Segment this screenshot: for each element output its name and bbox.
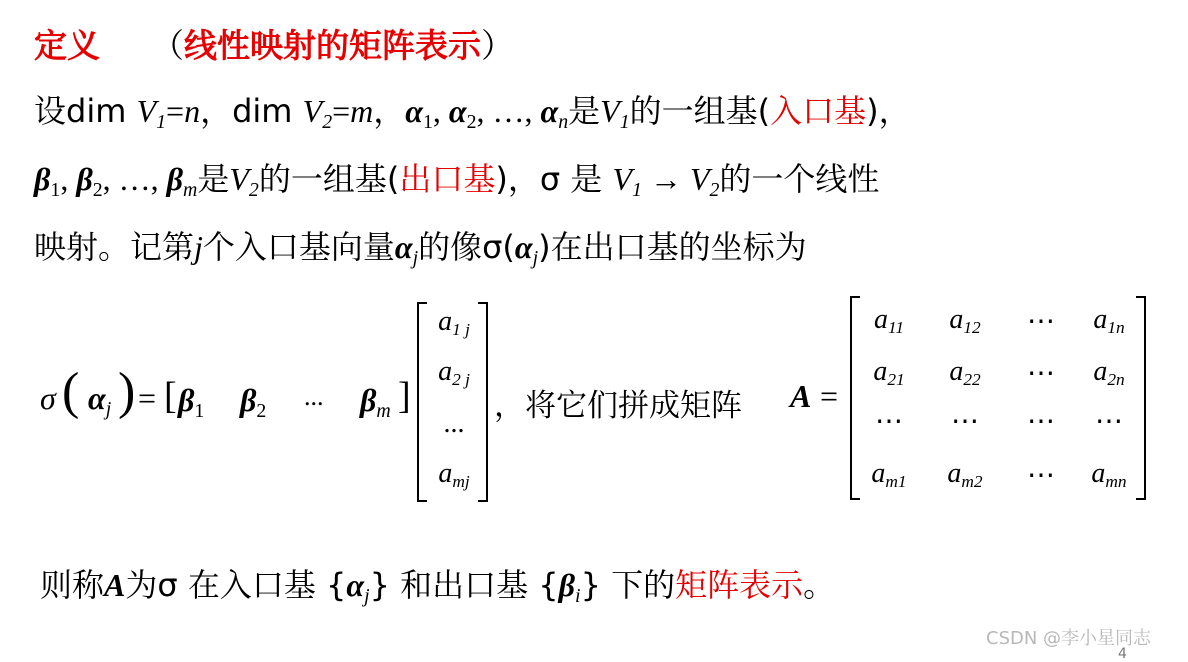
- col-entry: $a_{2 j}$: [438, 356, 470, 390]
- left-paren: (: [62, 363, 80, 420]
- col-entry: $a_{1 j}$: [438, 306, 470, 340]
- title-paren-close: ）: [481, 26, 514, 65]
- title-paren-open: （: [151, 26, 184, 65]
- math-beta-1: $\beta_1$: [178, 382, 205, 422]
- text-span: 的像σ(: [418, 228, 515, 266]
- arrow-symbol: →: [641, 161, 690, 197]
- paragraph-line-1: [34, 86, 911, 132]
- text-span: )，σ 是: [495, 160, 613, 198]
- middle-text: ，将它们拼成矩阵: [494, 388, 742, 424]
- math-V2: $V_2$: [229, 161, 259, 201]
- text-span: =: [166, 93, 185, 129]
- math-j: j: [194, 229, 203, 265]
- matrix-entry: $a_{mn}$: [1091, 458, 1127, 492]
- matrix-entry: $a_{1n}$: [1093, 304, 1125, 338]
- text-span: ，dim: [200, 92, 303, 130]
- math-A: A: [790, 378, 812, 414]
- matrix-entry: $a_{12}$: [949, 304, 981, 338]
- math-alpha-j: $\alpha_j$: [346, 567, 370, 607]
- page-number: 4: [1118, 646, 1127, 662]
- row-bracket-close: ]: [398, 375, 411, 417]
- text-span: )在出口基的坐标为: [538, 228, 807, 266]
- equals-sign: =: [138, 380, 157, 416]
- right-paren: ): [118, 363, 136, 420]
- entry-basis-highlight: 入口基: [770, 92, 867, 130]
- text-span: 的一个线性: [719, 160, 880, 198]
- paragraph-line-2: [34, 154, 879, 200]
- math-n: n: [184, 93, 201, 129]
- math-alpha-list: $\alpha_1$, $\alpha_2$, …, $\alpha_n$: [405, 93, 569, 133]
- text-span: 的一组基(: [629, 92, 771, 130]
- section-title: [34, 20, 514, 67]
- definition-label: 定义: [34, 26, 100, 65]
- text-span: } 和出口基 {: [369, 566, 559, 604]
- ellipsis: ...: [304, 382, 324, 411]
- matrix-entry: ⋯: [951, 406, 979, 437]
- math-A: A: [104, 567, 126, 603]
- row-bracket-open: [: [164, 375, 177, 417]
- matrix-entry: $a_{2n}$: [1093, 356, 1125, 390]
- text-span: =: [332, 93, 351, 129]
- matrix-entry: ⋯: [1095, 406, 1123, 437]
- matrix-bracket-right: [1136, 296, 1146, 500]
- math-beta-i: $\beta_i$: [558, 567, 581, 607]
- math-alpha-j: $\alpha_j$: [514, 229, 539, 269]
- matrix-entry: $a_{m1}$: [871, 458, 907, 492]
- math-beta-list: $\beta_1$, $\beta_2$, …, $\beta_m$: [34, 161, 198, 201]
- conclusion-line: [40, 560, 835, 606]
- text-span: 设dim: [34, 92, 137, 130]
- text-span: 的一组基(: [258, 160, 400, 198]
- math-m: m: [350, 93, 374, 129]
- math-alpha-j: $\alpha_j$: [394, 229, 419, 269]
- col-entry: $a_{mj}$: [438, 458, 470, 492]
- matrix-entry: ⋯: [1027, 358, 1055, 389]
- text-span: )，: [866, 92, 911, 130]
- paragraph-line-3: [34, 222, 807, 268]
- math-alpha-j: $\alpha_j$: [88, 380, 112, 420]
- text-span: 为σ 在入口基 {: [125, 566, 347, 604]
- text-span: 个入口基向量: [202, 228, 395, 266]
- matrix-entry: $a_{11}$: [873, 304, 905, 338]
- text-span: 则称: [40, 566, 105, 604]
- watermark: CSDN @李小星同志: [986, 628, 1152, 649]
- text-span: ，: [373, 92, 406, 130]
- definition-title: 线性映射的矩阵表示: [184, 26, 481, 65]
- matrix-entry: ⋯: [1027, 460, 1055, 491]
- matrix-bracket-left: [850, 296, 860, 500]
- matrix-entry: $a_{21}$: [873, 356, 905, 390]
- matrix-entry: $a_{m2}$: [947, 458, 983, 492]
- matrix-entry: ⋯: [1027, 306, 1055, 337]
- text-span: } 下的: [580, 566, 676, 604]
- col-bracket-left: [417, 302, 427, 502]
- math-beta-2: $\beta_2$: [240, 382, 267, 422]
- matrix-representation-highlight: 矩阵表示: [675, 566, 804, 604]
- matrix-entry: $a_{22}$: [949, 356, 981, 390]
- text-span: 是: [197, 160, 230, 198]
- exit-basis-highlight: 出口基: [399, 160, 496, 198]
- text-span: 。: [803, 566, 836, 604]
- equals-sign: =: [820, 378, 839, 414]
- math-V1: $V_1$: [136, 93, 167, 133]
- math-beta-m: $\beta_m$: [360, 382, 391, 422]
- matrix-entry: ⋯: [875, 406, 903, 437]
- math-V2: $V_2$: [689, 161, 720, 201]
- text-span: 是: [568, 92, 601, 130]
- math-sigma: σ: [40, 380, 56, 416]
- col-entry: ...: [443, 408, 465, 439]
- matrix-entry: ⋯: [1027, 406, 1055, 437]
- math-V2: $V_2$: [302, 93, 333, 133]
- math-V1: $V_1$: [612, 161, 642, 201]
- math-V1: $V_1$: [600, 93, 630, 133]
- text-span: 映射。记第: [34, 228, 195, 266]
